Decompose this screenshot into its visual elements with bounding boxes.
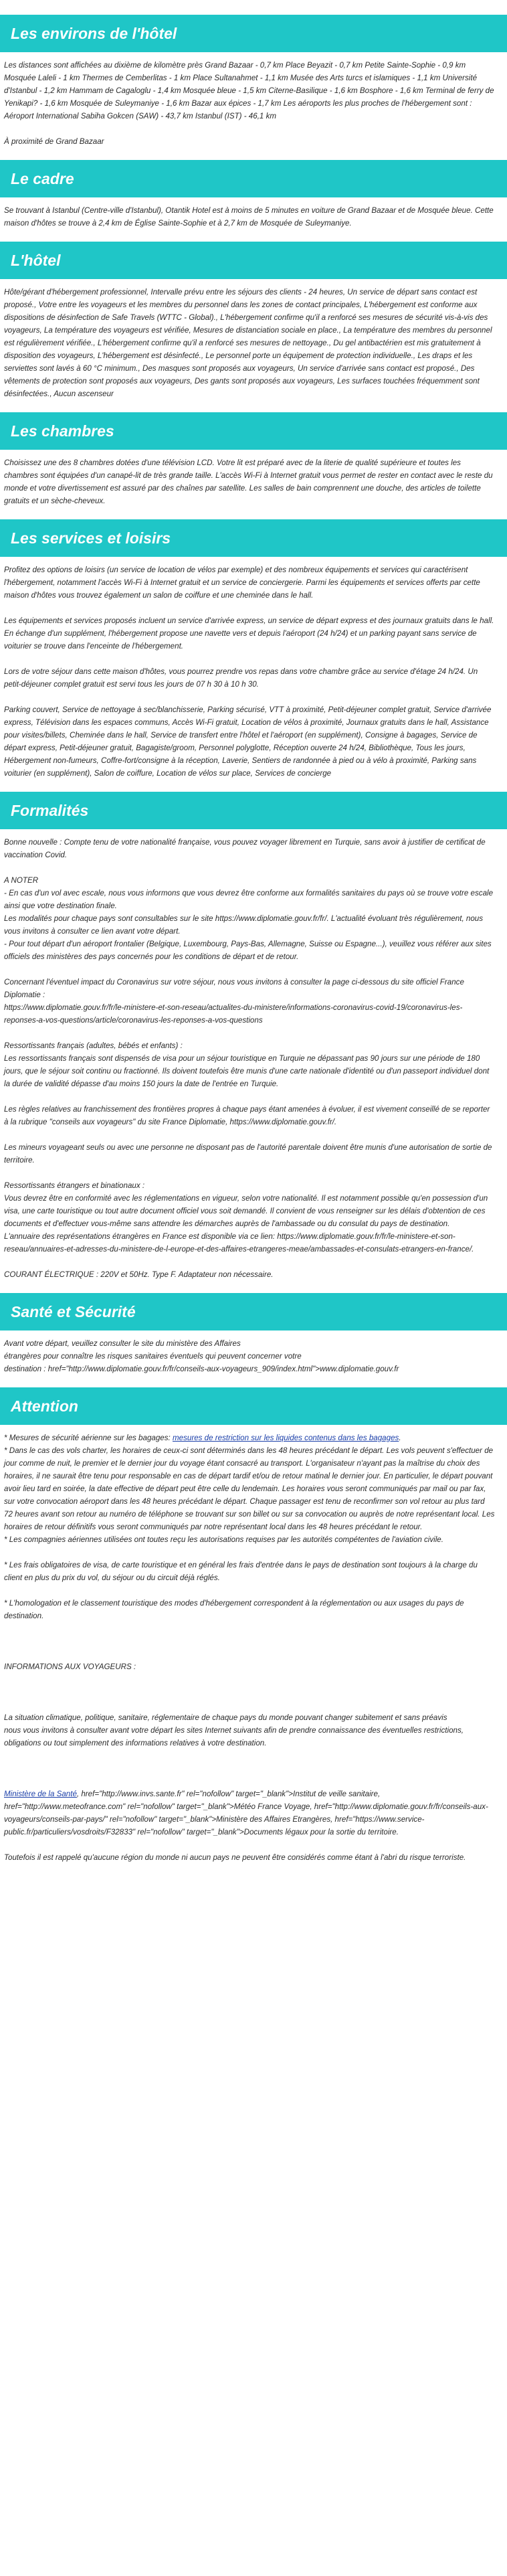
section-body-formalites <box>0 829 499 1293</box>
section-services <box>0 519 507 792</box>
sante-advice-line: destination : href="http://www.diplomatie.gouv.fr/fr/conseils-aux-voyageurs_909/index.html">www.diplomatie.gouv.fr <box>4 1365 399 1373</box>
formalites-coronavirus <box>4 976 495 1027</box>
services-meals: Lors de votre séjour dans cette maison d'hôtes, vous pourrez prendre vos repas dans votre chambre grâce au service d'étage 24 h/24. Un petit-déjeuner complet gratuit est servi tous les jours de 07 h 30 à 10 h 30. <box>4 667 478 689</box>
services-express: Les équipements et services proposés incluent un service d'arrivée express, un service de départ express et des journaux gratuits dans le hall. En échange d'un supplément, l'hébergement propose une navette vers et depuis l'aéroport (24 h/24) et un parking payant sans service de voiturier se trouve dans l'enceinte de l'hébergement. <box>4 616 494 651</box>
formalites-foreign-nationals-line: L'annuaire des représentations étrangères en France est disponible via ce lien: https://www.diplomatie.gouv.fr/fr/le-ministere-et-son-reseau/annuaires-et-adresses-du-ministere-de-l-europe-et-des-affaires-etrangeres-meae/ambassades-et-consulats-etrangers-en-france/. <box>4 1232 474 1254</box>
section-sante <box>0 1293 507 1387</box>
section-body-hotel <box>0 279 499 412</box>
section-title-cadre: Le cadre <box>0 160 507 197</box>
section-body-services <box>0 557 499 792</box>
attention-luggage-suffix: . <box>399 1434 401 1442</box>
formalites-french-nationals <box>4 1039 495 1090</box>
section-title-chambres: Les chambres <box>0 412 507 450</box>
attention-flights <box>4 1432 495 1546</box>
attention-homologation: * L'homologation et le classement touristique des modes d'hébergement correspondent à la réglementation ou aux usages du pays de destination. <box>4 1599 464 1620</box>
formalites-note-line: - En cas d'un vol avec escale, nous vous informons que vous devrez être conforme aux formalités sanitaires du pays où se trouve votre escale ainsi que votre destination finale. <box>4 889 494 910</box>
formalites-french-nationals-line: Ressortissants français (adultes, bébés et enfants) : <box>4 1041 183 1050</box>
section-body-chambres <box>0 450 499 519</box>
page <box>0 15 507 1916</box>
attention-situation-line: La situation climatique, politique, sanitaire, réglementaire de chaque pays du monde pouvant changer subitement et sans préavis <box>4 1713 447 1722</box>
attention-charter: * Dans le cas des vols charter, les horaires de ceux-ci sont déterminés dans les 48 heures précédant le départ. Les vols peuvent s'effectuer de jour comme de nuit, le premier et le dernier jour du voyage étant consacré au transport. L'organisateur n'ayant pas la maîtrise du choix des horaires, il ne saurait être tenu pour responsable en cas de départ tardif et/ou de retour matinal le dernier jour. En particulier, le départ pouvant avoir lieu tard en soirée, la date effective de départ peut être celle du lendemain. Les horaires vous seront communiqués par mail ou par fax, sur votre convocation aéroport dans les 48 heures précédant le départ. Chaque passager est tenu de reconfirmer son vol retour au plus tard 72 heures avant son retour au numéro de téléphone se trouvant sur son billet ou sur sa convocation ou auprès de notre représentant local. Les horaires de retour définitifs vous seront communiqués par notre représentant local dans les 48 heures précédant le retour. <box>4 1446 495 1531</box>
section-title-services: Les services et loisirs <box>0 519 507 557</box>
section-body-attention <box>0 1425 499 1876</box>
section-title-attention: Attention <box>0 1387 507 1425</box>
section-title-environs: Les environs de l'hôtel <box>0 15 507 52</box>
sante-advice-line: étrangères pour connaître les risques sanitaires éventuels qui peuvent concerner votre <box>4 1352 302 1361</box>
attention-situation <box>4 1711 495 1749</box>
formalites-good-news: Bonne nouvelle : Compte tenu de votre nationalité française, vous pouvez voyager librement en Turquie, sans avoir à justifier de certificat de vaccination Covid. <box>4 838 486 859</box>
formalites-foreign-nationals-line: Ressortissants étrangers et binationaux : <box>4 1181 145 1190</box>
ministere-sante-link[interactable]: Ministère de la Santé <box>4 1790 77 1798</box>
services-list: Parking couvert, Service de nettoyage à sec/blanchisserie, Parking sécurisé, VTT à proximité, Petit-déjeuner complet gratuit, Service d'arrivée express, Télévision dans les espaces communs, Accès Wi-Fi gratuit, Location de vélos à proximité, Journaux gratuits dans le hall, Assistance pour visites/billets, Cheminée dans le hall, Service de transfert entre l'hôtel et l'aéroport (en supplément), Consigne à bagages, Service de départ express, Petit-déjeuner gratuit, Bagagiste/groom, Personnel polyglotte, Réception ouverte 24 h/24, Bibliothèque, Tous les jours, Hébergement non-fumeurs, Coffre-fort/consigne à la réception, Laverie, Sentiers de randonnée à pied ou à vélo à proximité, Parking sans voiturier (en supplément), Salon de coiffure, Location de vélos sur place, Services de concierge <box>4 705 492 778</box>
section-environs <box>0 15 507 160</box>
formalites-coronavirus-url: https://www.diplomatie.gouv.fr/fr/le-ministere-et-son-reseau/actualites-du-ministere/informations-coronavirus-covid-19/coronavirus-les-reponses-a-vos-questions/article/coronavirus-les-reponses-a-vos-questions <box>4 1003 463 1025</box>
section-formalites <box>0 792 507 1293</box>
formalites-foreign-nationals-line: Vous devrez être en conformité avec les réglementations en vigueur, selon votre nationalité. Il est notamment possible qu'en possession d'un visa, une carte touristique ou tout autre document officiel vous soit demandé. Il convient de vous renseigner sur les délais d'obtention de ces documents et d'effectuer vous-même sans attendre les démarches auprès de l'ambassade ou du consulat du pays de destination. <box>4 1194 488 1228</box>
attention-terrorism: Toutefois il est rappelé qu'aucune région du monde ni aucun pays ne peuvent être considérés comme étant à l'abri du risque terroriste. <box>4 1853 466 1862</box>
section-body-cadre <box>0 197 499 242</box>
formalites-electricity: COURANT ÉLECTRIQUE : 220V et 50Hz. Type F. Adaptateur non nécessaire. <box>4 1270 274 1279</box>
spacer <box>4 1762 495 1788</box>
section-title-formalites: Formalités <box>0 792 507 829</box>
chambres-description: Choisissez une des 8 chambres dotées d'une télévision LCD. Votre lit est préparé avec de la literie de qualité supérieure et toutes les chambres sont équipées d'un canapé-lit de très grande taille. L'accès Wi-Fi à Internet gratuit vous permet de rester en contact avec le reste du monde et votre divertissement est assuré par des chaînes par satellite. Les salles de bain comprennent une douche, des articles de toilette gratuits et un sèche-cheveux. <box>4 458 493 505</box>
attention-luggage-prefix: * Mesures de sécurité aérienne sur les bagages: <box>4 1434 173 1442</box>
attention-travel-info-title: INFORMATIONS AUX VOYAGEURS : <box>4 1662 136 1671</box>
section-chambres <box>0 412 507 519</box>
attention-links <box>4 1788 495 1838</box>
sante-advice-line: Avant votre départ, veuillez consulter le site du ministère des Affaires <box>4 1339 241 1348</box>
section-title-sante: Santé et Sécurité <box>0 1293 507 1330</box>
section-cadre <box>0 160 507 242</box>
section-body-environs <box>0 52 499 160</box>
attention-visa-fees: * Les frais obligatoires de visa, de carte touristique et en général les frais d'entrée dans le pays de destination sont toujours à la charge du client en plus du prix du vol, du séjour ou du circuit déjà réglés. <box>4 1561 478 1582</box>
section-attention <box>0 1387 507 1876</box>
environs-proximity: À proximité de Grand Bazaar <box>4 137 104 146</box>
spacer <box>4 1635 495 1660</box>
hotel-measures: Hôte/gérant d'hébergement professionnel, Intervalle prévu entre les séjours des clients - 24 heures, Un service de départ sans contact est proposé., Votre entre les voyageurs et les membres du personnel dans les zones de contact principales, L'hébergement est conforme aux dispositions de désinfection de Safe Travels (WTTC - Global)., L'hébergement confirme qu'il a renforcé ses mesures de sécurité vis-à-vis des voyageurs, La température des voyageurs est vérifiée, Mesures de distanciation sociale en place., La température des membres du personnel est régulièrement vérifiée., L'hébergement confirme qu'il a renforcé ses mesures de nettoyage., Du gel antibactérien est mis gratuitement à disposition des voyageurs, L'hébergement est désinfecté., Le personnel porte un équipement de protection individuelle., Les draps et les serviettes sont lavés à 60 °C minimum., Des masques sont proposés aux voyageurs, Un service d'arrivée sans contact est proposé., Des vêtements de protection sont proposés aux voyageurs, Des gants sont proposés aux voyageurs, Les surfaces touchées fréquemment sont désinfectées., Aucun ascenseur <box>4 288 492 398</box>
attention-situation-line: nous vous invitons à consulter avant votre départ les sites Internet suivants afin de prendre connaissance des éventuelles restrictions, obligations ou tout simplement des informations relatives à votre destination. <box>4 1726 464 1747</box>
attention-airlines: * Les compagnies aériennes utilisées ont toutes reçu les autorisations requises par les autorités compétentes de l'aviation civile. <box>4 1535 443 1544</box>
spacer <box>4 1686 495 1711</box>
liquids-restriction-link[interactable]: mesures de restriction sur les liquides contenus dans les bagages <box>172 1434 399 1442</box>
formalites-french-nationals-line: Les ressortissants français sont dispensés de visa pour un séjour touristique en Turquie ne dépassant pas 90 jours sur une période de 180 jours, que le séjour soit continu ou fractionné. Ils doivent toutefois être munis d'une carte nationale d'identité ou d'un passeport individuel dont la durée de validité dépasse d'au moins 150 jours la date de l'entrée en Turquie. <box>4 1054 490 1088</box>
formalites-note-line: Les modalités pour chaque pays sont consultables sur le site https://www.diplomatie.gouv.fr/fr/. L'actualité évoluant très régulièrement, nous vous invitons à consulter ce lien avant votre départ. <box>4 914 484 936</box>
section-title-hotel: L'hôtel <box>0 242 507 279</box>
formalites-border-rules: Les règles relatives au franchissement des frontières propres à chaque pays étant amenées à évoluer, il est vivement conseillé de se reporter à la rubrique "conseils aux voyageurs" du site France Diplomatie, https://www.diplomatie.gouv.fr/. <box>4 1105 490 1126</box>
cadre-description: Se trouvant à Istanbul (Centre-ville d'Istanbul), Otantik Hotel est à moins de 5 minutes en voiture de Grand Bazaar et de Mosquée bleue. Cette maison d'hôtes se trouve à 2,4 km de Église Sainte-Sophie et à 2,7 km de Mosquée de Suleymaniye. <box>4 206 494 228</box>
section-body-sante <box>0 1330 499 1387</box>
services-leisure: Profitez des options de loisirs (un service de location de vélos par exemple) et des nombreux équipements et services qui caractérisent l'hébergement, notamment l'accès Wi-Fi à Internet gratuit et un service de conciergerie. Parmi les équipements et services offerts par cette maison d'hôtes vous trouvez également un salon de coiffure et une cheminée dans le hall. <box>4 566 480 600</box>
section-hotel <box>0 242 507 412</box>
formalites-minors: Les mineurs voyageant seuls ou avec une personne ne disposant pas de l'autorité parentale doivent être munis d'une autorisation de sortie de territoire. <box>4 1143 492 1165</box>
environs-distances: Les distances sont affichées au dixième de kilomètre près Grand Bazaar - 0,7 km Place Beyazit - 0,7 km Petite Sainte-Sophie - 0,9 km Mosquée Laleli - 1 km Thermes de Cemberlitas - 1 km Place Sultanahmet - 1,1 km Musée des Arts turcs et islamiques - 1,1 km Université d'Istanbul - 1,2 km Hammam de Cagaloglu - 1,4 km Mosquée bleue - 1,5 km Citerne-Basilique - 1,6 km Bosphore - 1,6 km Terminal de ferry de Yenikapi? - 1,6 km Mosquée de Suleymaniye - 1,6 km Bazar aux épices - 1,7 km Les aéroports les plus proches de l'hébergement sont : Aéroport International Sabiha Gokcen (SAW) - 43,7 km Istanbul (IST) - 46,1 km <box>4 61 494 120</box>
formalites-note-line: - Pour tout départ d'un aéroport frontalier (Belgique, Luxembourg, Pays-Bas, Allemagne, Suisse ou Espagne...), veuillez vous référer aux sites officiels des ministères des pays concernés pour les conditions de départ et de retour. <box>4 940 492 961</box>
attention-links-rest: , href="http://www.invs.sante.fr" rel="nofollow" target="_blank">Institut de veille sanitaire, href="http://www.meteofrance.com" rel="nofollow" target="_blank">Météo France Voyage, href="http://www.diplomatie.gouv.fr/fr/conseils-aux-voyageurs/conseils-par-pays/" rel="nofollow" target="_blank">Ministère des Affaires Etrangères, href="https://www.service-public.fr/particuliers/vosdroits/F32833" rel="nofollow" target="_blank">Documents légaux pour la sortie du territoire. <box>4 1790 488 1836</box>
formalites-coronavirus-line: Concernant l'éventuel impact du Coronavirus sur votre séjour, nous vous invitons à consulter la page ci-dessous du site officiel France Diplomatie : <box>4 978 464 999</box>
sante-advice <box>4 1337 495 1375</box>
formalites-note-line: A NOTER <box>4 876 39 885</box>
formalites-note <box>4 874 495 963</box>
formalites-foreign-nationals <box>4 1179 495 1256</box>
